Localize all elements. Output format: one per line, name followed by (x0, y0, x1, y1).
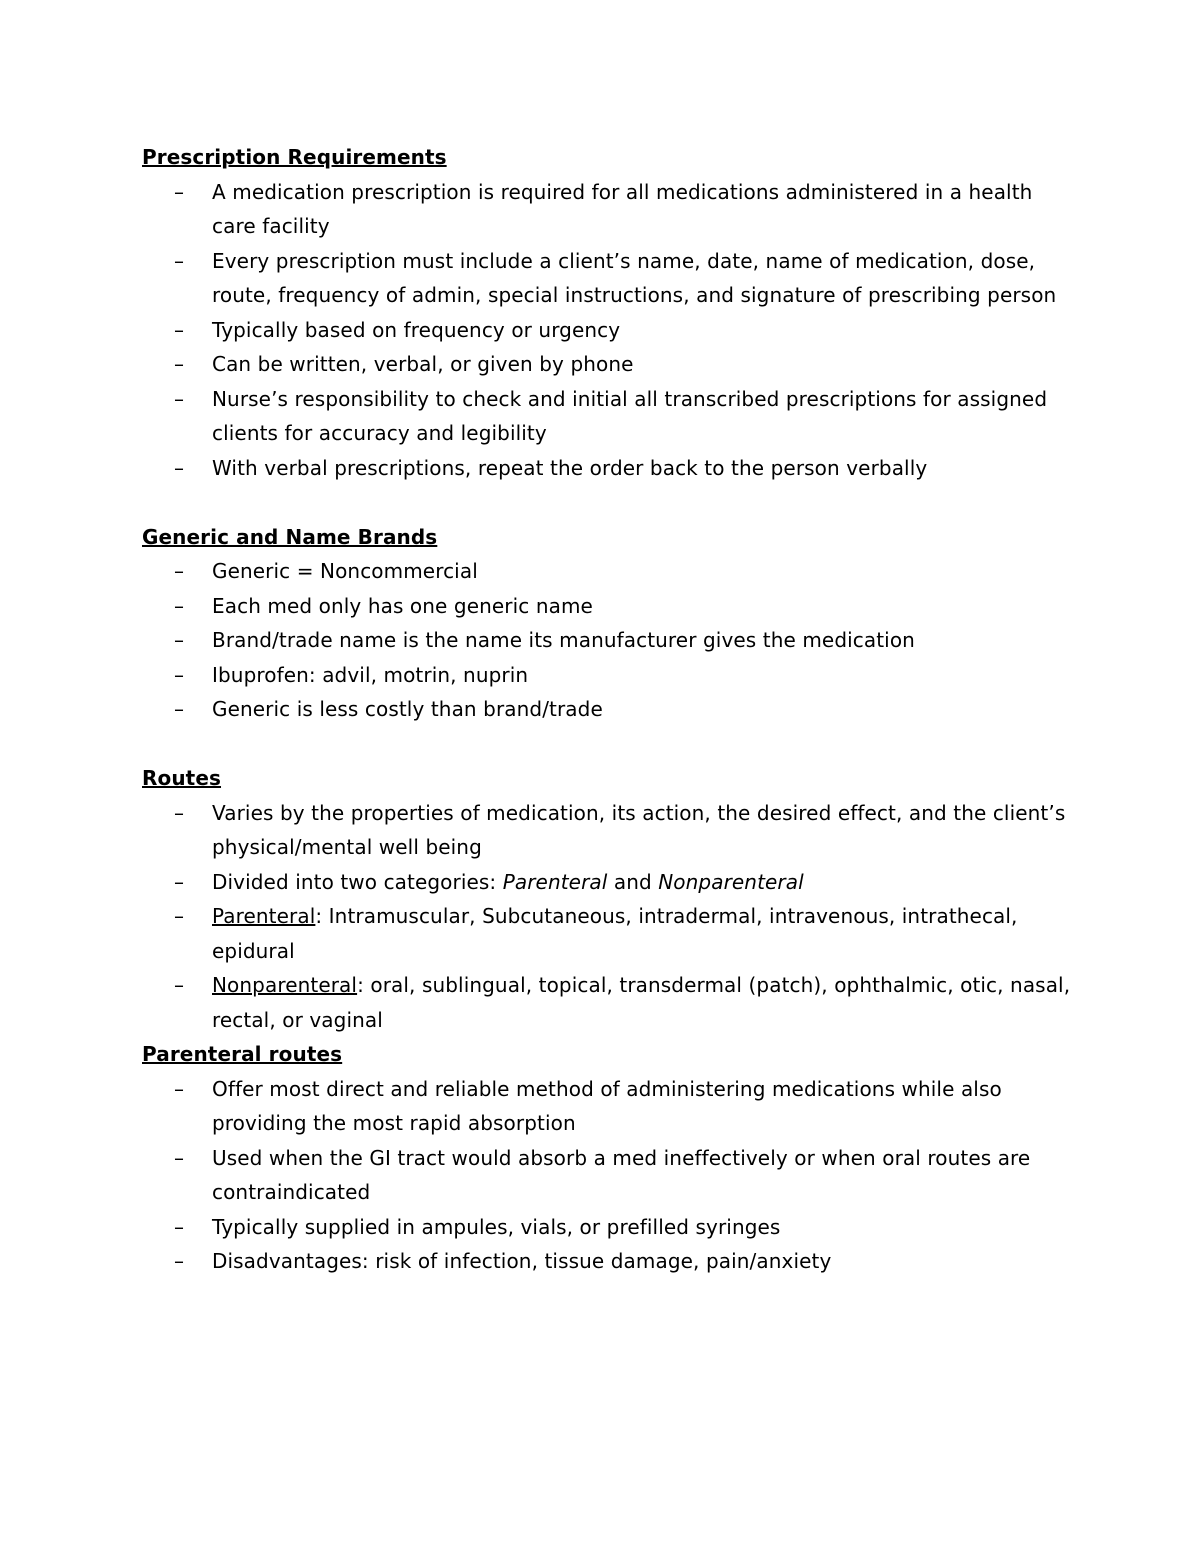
list-item-text: Generic is less costly than brand/trade (212, 697, 603, 721)
bullet-dash: – (174, 1076, 185, 1101)
list-item (142, 175, 1072, 244)
list-item (142, 451, 1072, 486)
list-item-text: A medication prescription is required for all medications administered in a health care facility (212, 179, 1033, 238)
italic-term-parenteral: Parenteral (502, 869, 608, 894)
list-item (142, 658, 1072, 693)
section-heading: Parenteral routes (142, 1042, 343, 1066)
list-item (142, 1210, 1072, 1245)
list-item (142, 382, 1072, 451)
list-item-text: Used when the GI tract would absorb a med ineffectively or when oral routes are contraindicated (212, 1145, 1031, 1204)
section-spacer (142, 727, 1072, 762)
bullet-dash: – (174, 1214, 185, 1239)
bullet-dash: – (174, 628, 185, 652)
list-item (142, 865, 1072, 900)
list-item-text: Typically based on frequency or urgency (212, 317, 621, 342)
list-item-text: and (607, 869, 659, 894)
list-item-text: Every prescription must include a client’s name, date, name of medication, dose, route, frequency of admin, special instructions, and signature of prescribing person (212, 248, 1057, 307)
list-item (142, 1072, 1072, 1141)
list-item-text: Typically supplied in ampules, vials, or prefilled syringes (212, 1214, 781, 1239)
list-item (142, 313, 1072, 348)
italic-term-nonparenteral: Nonparenteral (658, 869, 804, 894)
underlined-term-parenteral: Parenteral (212, 904, 316, 928)
list-item-text: Generic = Noncommercial (212, 559, 478, 583)
bullet-dash: – (174, 593, 185, 618)
list-item (142, 554, 1072, 589)
bullet-dash: – (174, 869, 185, 894)
list-item (142, 589, 1072, 624)
list-item-text: Disadvantages: risk of infection, tissue damage, pain/anxiety (212, 1249, 832, 1273)
bullet-dash: – (174, 559, 185, 583)
section-spacer (142, 485, 1072, 520)
list-item-text: : Intramuscular, Subcutaneous, intradermal, intravenous, intrathecal, epidural (212, 904, 1018, 963)
section-heading: Routes (142, 766, 222, 790)
section-heading: Prescription Requirements (142, 145, 447, 169)
bullet-dash: – (174, 1249, 185, 1273)
bullet-list (142, 175, 1072, 486)
bullet-dash: – (174, 317, 185, 342)
bullet-dash: – (174, 248, 185, 273)
section-heading: Generic and Name Brands (142, 524, 438, 549)
list-item (142, 796, 1072, 865)
list-item-text: : oral, sublingual, topical, transdermal (patch), ophthalmic, otic, nasal, rectal, or vaginal (212, 973, 1071, 1032)
bullet-dash: – (174, 973, 185, 997)
list-item (142, 623, 1072, 658)
list-item-text: Nurse’s responsibility to check and initial all transcribed prescriptions for assigned clients for accuracy and legibility (212, 386, 1048, 445)
bullet-dash: – (174, 1145, 185, 1170)
bullet-dash: – (174, 800, 185, 825)
bullet-list (142, 1072, 1072, 1279)
bullet-dash: – (174, 179, 185, 204)
bullet-dash: – (174, 352, 185, 376)
section-parenteral-routes (142, 1037, 1072, 1279)
bullet-dash: – (174, 455, 185, 480)
bullet-dash: – (174, 904, 185, 928)
list-item-text: Brand/trade name is the name its manufacturer gives the medication (212, 628, 915, 652)
list-item-text: Offer most direct and reliable method of administering medications while also providing the most rapid absorption (212, 1076, 1002, 1135)
list-item (142, 692, 1072, 727)
list-item (142, 1141, 1072, 1210)
list-item-text: Varies by the properties of medication, its action, the desired effect, and the client’s physical/mental well being (212, 800, 1066, 859)
bullet-dash: – (174, 662, 185, 687)
section-routes (142, 761, 1072, 1037)
list-item-text: With verbal prescriptions, repeat the order back to the person verbally (212, 455, 928, 480)
list-item (142, 347, 1072, 382)
bullet-dash: – (174, 386, 185, 411)
bullet-list (142, 796, 1072, 1038)
list-item (142, 244, 1072, 313)
list-item (142, 1244, 1072, 1279)
list-item-text: Can be written, verbal, or given by phone (212, 352, 634, 376)
list-item-text: Each med only has one generic name (212, 593, 593, 618)
list-item-text: Ibuprofen: advil, motrin, nuprin (212, 662, 529, 687)
list-item-text: Divided into two categories: (212, 869, 503, 894)
list-item (142, 968, 1072, 1037)
section-prescription-requirements (142, 140, 1072, 485)
bullet-list (142, 554, 1072, 727)
section-generic-and-name-brands (142, 520, 1072, 727)
underlined-term-nonparenteral: Nonparenteral (212, 973, 358, 997)
document-page (142, 140, 1072, 1279)
list-item (142, 899, 1072, 968)
bullet-dash: – (174, 697, 185, 721)
